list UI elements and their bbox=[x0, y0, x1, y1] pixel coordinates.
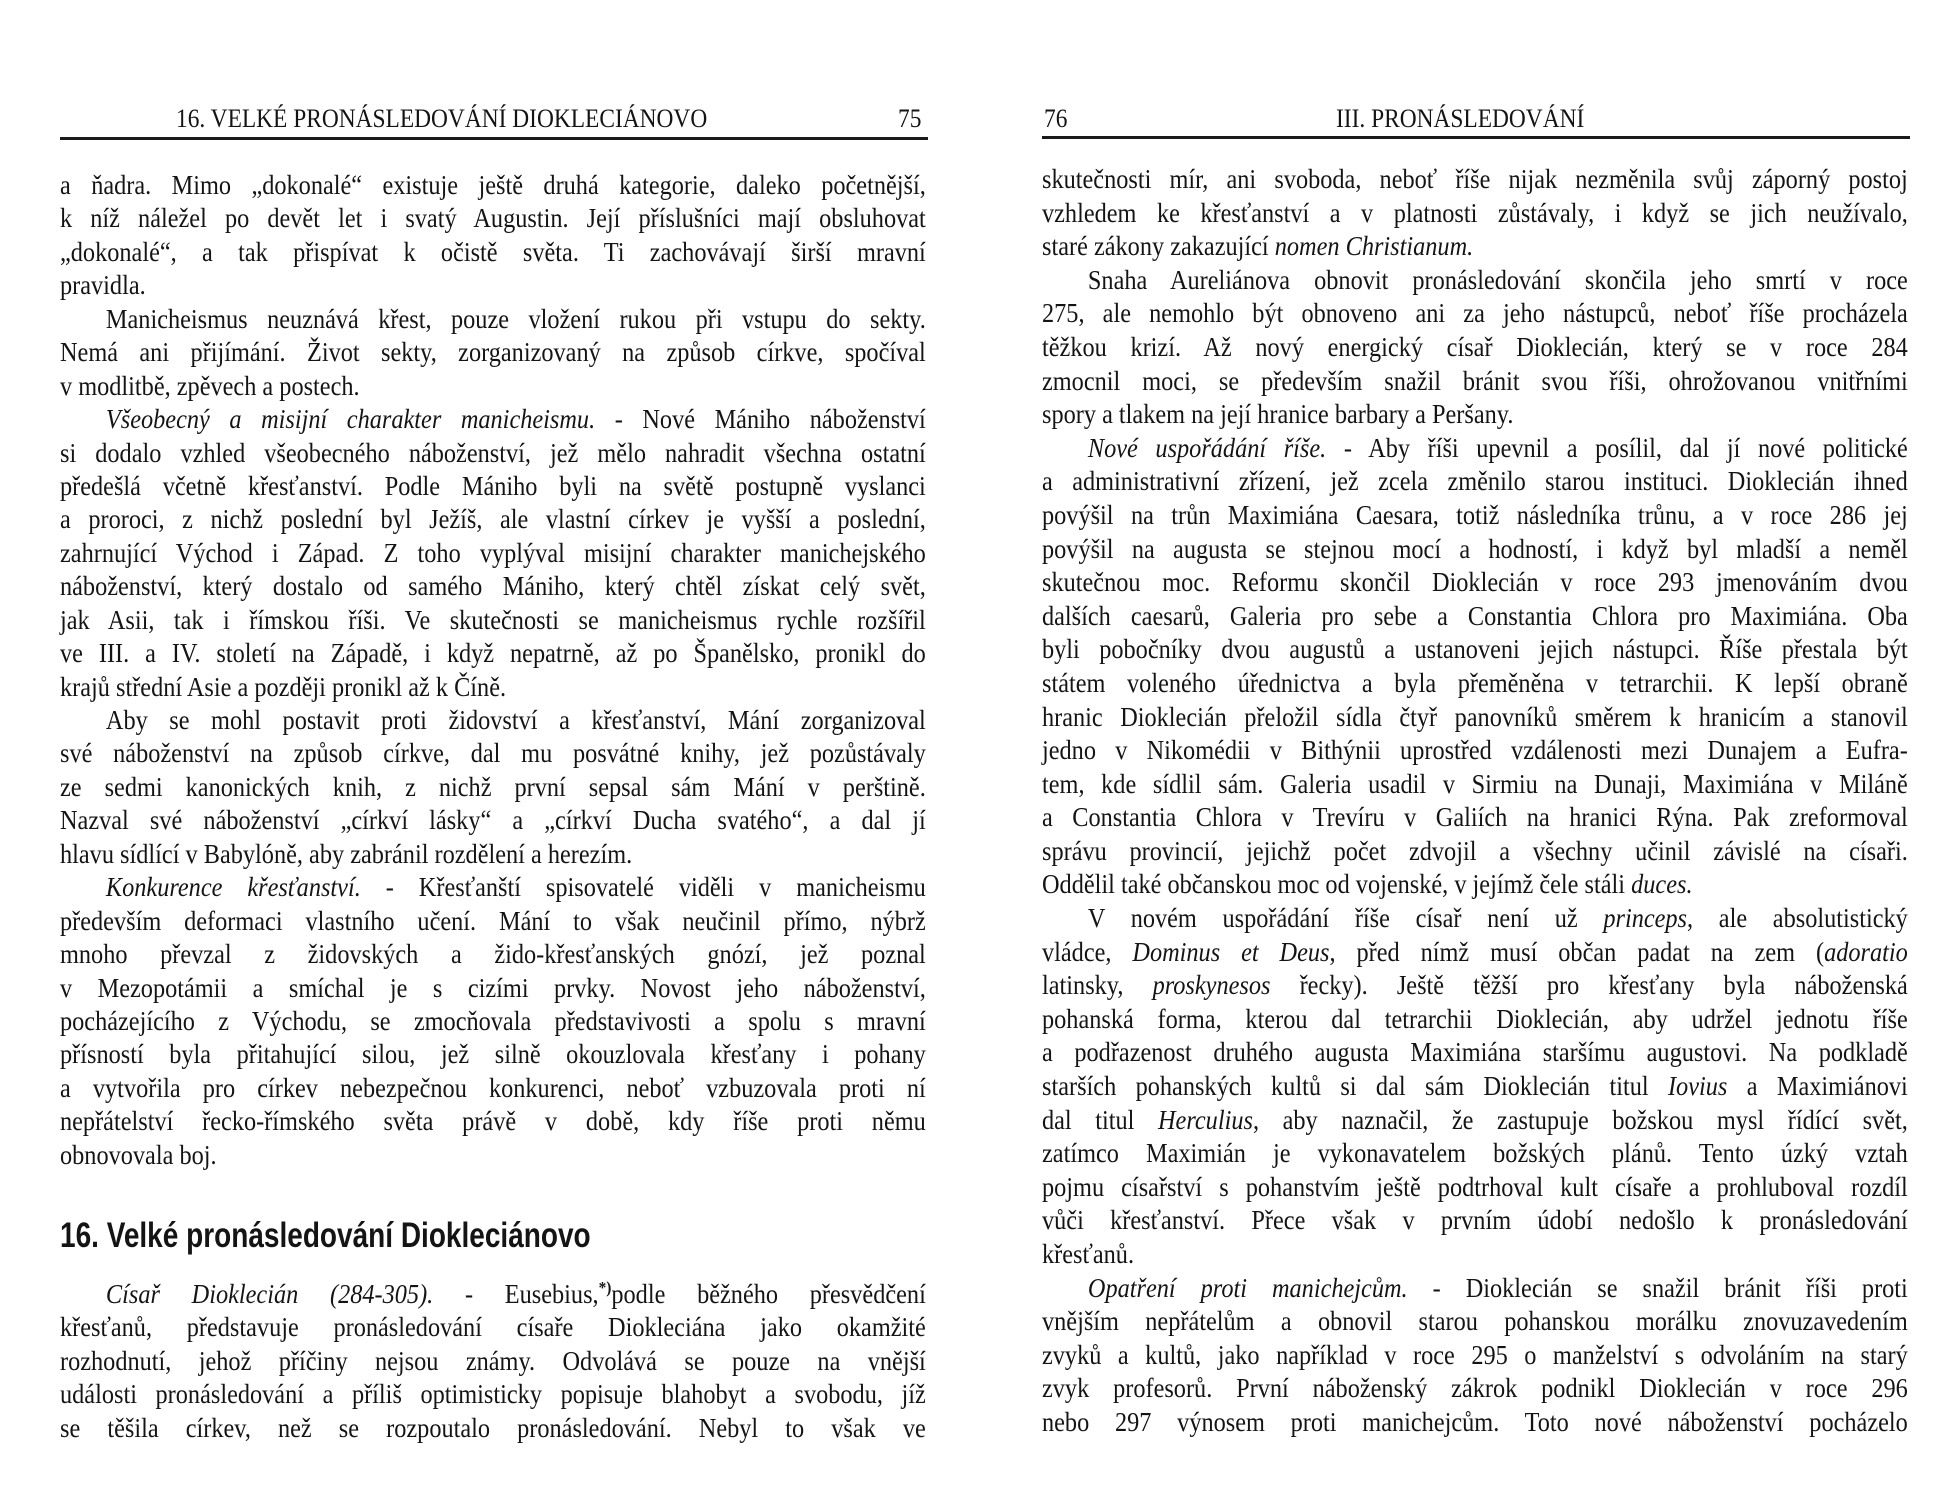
text-line bbox=[1042, 633, 1908, 667]
text-run: a Constantia Chlora v Trevíru v Galiích na hranici Rýna. Pak zreformoval bbox=[1042, 802, 1908, 833]
text-line bbox=[60, 804, 926, 837]
text-run: hranic Dioklecián přeložil sídla čtyř panovníků směrem k hranicím a stanovil bbox=[1042, 701, 1908, 732]
text-line bbox=[1042, 365, 1908, 399]
text-run: řecky). Ještě těžší pro křesťany byla náboženská bbox=[1270, 970, 1908, 1001]
text-run: „dokonalé“, a tak přispívat k očistě světa. Ti zachovávají širší mravní bbox=[60, 236, 926, 267]
text-run: vnějším nepřátelům a obnovil starou pohanskou morálku znovuzavedením bbox=[1042, 1306, 1908, 1337]
italic-run: Herculius bbox=[1158, 1104, 1253, 1135]
text-run: k níž náležel po devět let i svatý Augustin. Její příslušníci mají obsluhovat bbox=[60, 203, 926, 234]
text-line bbox=[60, 269, 926, 302]
text-line bbox=[1042, 835, 1908, 869]
text-run: v modlitbě, zpěvech a postech. bbox=[60, 370, 360, 401]
text-line bbox=[1042, 1104, 1908, 1138]
text-run: , ale absolutistický bbox=[1687, 903, 1908, 934]
text-line bbox=[1042, 969, 1908, 1003]
text-run: podle běžného přesvědčení bbox=[611, 1279, 926, 1309]
text-run: a Maximiánovi bbox=[1727, 1071, 1908, 1102]
text-line bbox=[1042, 1406, 1908, 1440]
running-head: 16. VELKÉ PRONÁSLEDOVÁNÍ DIOKLECIÁNOVO bbox=[176, 104, 708, 133]
text-line bbox=[60, 437, 926, 470]
text-line bbox=[1042, 533, 1908, 567]
text-line bbox=[1042, 465, 1908, 499]
text-line bbox=[60, 1278, 926, 1311]
text-line bbox=[60, 1005, 926, 1038]
text-run: těžkou krizí. Až nový energický císař Dioklecián, který se v roce 284 bbox=[1042, 331, 1908, 362]
text-run: povýšil na augusta se stejnou mocí a hodností, i když byl mladší a neměl bbox=[1042, 533, 1908, 564]
text-line bbox=[1042, 667, 1908, 701]
text-line bbox=[60, 1311, 926, 1344]
footnote-mark: *) bbox=[598, 1278, 612, 1297]
text-run: nebo 297 výnosem proti manichejcům. Toto nové náboženství pocházelo bbox=[1042, 1406, 1908, 1437]
text-line bbox=[60, 169, 926, 202]
italic-run: adoratio bbox=[1824, 936, 1908, 967]
header-rule bbox=[60, 137, 928, 140]
text-line bbox=[60, 303, 926, 336]
text-run: , před nímž musí občan padat na zem ( bbox=[1329, 936, 1825, 967]
text-run: zahrnující Východ i Západ. Z toho vyplýval misijní charakter manichejského bbox=[60, 537, 926, 568]
text-run: skutečnosti mír, ani svoboda, neboť říše nijak nezměnila svůj záporný postoj bbox=[1042, 164, 1908, 194]
text-run: krajů střední Asie a později pronikl až k Číně. bbox=[60, 671, 507, 702]
text-line bbox=[60, 470, 926, 503]
text-line bbox=[60, 838, 926, 871]
text-run: vládce, bbox=[1042, 936, 1133, 967]
text-run: vzhledem ke křesťanství a v platnosti zůstávaly, i když se jich neužívalo, bbox=[1042, 197, 1908, 228]
text-line bbox=[1042, 1238, 1908, 1272]
text-run: přísností byla přitahující silou, jež silně okouzlovala křesťany i pohany bbox=[60, 1039, 926, 1070]
text-run: Snaha Aureliánova obnovit pronásledování skončila jeho smrtí v roce bbox=[1087, 264, 1908, 295]
text-run: latinsky, bbox=[1042, 970, 1153, 1001]
text-line bbox=[1042, 432, 1908, 466]
text-run: V novém uspořádání říše císař není už bbox=[1087, 903, 1604, 934]
text-line bbox=[1042, 801, 1908, 835]
text-run: zmocnil moci, se především snažil bránit svou říši, ohrožovanou vnitřními bbox=[1042, 365, 1908, 396]
italic-run: Všeobecný a misijní charakter manicheismu. bbox=[105, 404, 596, 435]
text-run: byli pobočníky dvou augustů a ustanoveni jejich nástupci. Říše přestala být bbox=[1042, 634, 1908, 665]
text-line bbox=[60, 1345, 926, 1378]
text-line bbox=[60, 336, 926, 369]
text-run: se těšila církev, než se rozpoutalo pronásledování. Nebyl to však ve bbox=[60, 1412, 926, 1443]
text-run: Aby se mohl postavit proti židovství a křesťanství, Mání zorganizoval bbox=[105, 705, 926, 735]
text-line bbox=[60, 570, 926, 603]
text-run: a proroci, z nichž poslední byl Ježíš, ale vlastní církev je vyšší a poslední, bbox=[60, 504, 926, 535]
text-line bbox=[1042, 566, 1908, 600]
italic-run: duces. bbox=[1631, 869, 1693, 900]
text-run: Nemá ani přijímání. Život sekty, zorganizovaný na způsob církve, spočíval bbox=[60, 337, 926, 368]
text-run: skutečnou moc. Reformu skončil Dioklecián v roce 293 jmenováním dvou bbox=[1042, 567, 1908, 598]
text-line bbox=[1042, 768, 1908, 802]
text-run: své náboženství na způsob církve, dal mu posvátné knihy, jež pozůstávaly bbox=[60, 738, 926, 769]
text-line bbox=[60, 1412, 926, 1445]
text-run: předešlá včetně křesťanství. Podle Mániho byli na světě postupně vyslanci bbox=[60, 470, 926, 501]
text-line bbox=[1042, 701, 1908, 735]
text-run: hlavu sídlící v Babylóně, aby zabránil rozdělení a herezím. bbox=[60, 838, 633, 869]
text-line bbox=[1042, 868, 1908, 902]
text-run: Manicheismus neuznává křest, pouze vložení rukou při vstupu do sekty. bbox=[105, 303, 926, 334]
text-line bbox=[1042, 1272, 1908, 1306]
text-line bbox=[1042, 398, 1908, 432]
text-line bbox=[1042, 1070, 1908, 1104]
text-line bbox=[60, 704, 926, 737]
text-run: tem, kde sídlil sám. Galeria usadil v Sirmiu na Dunaji, Maximiána v Miláně bbox=[1042, 768, 1908, 799]
text-line bbox=[1042, 936, 1908, 970]
text-run: rozhodnutí, jehož příčiny nejsou známy. Odvolává se pouze na vnější bbox=[60, 1345, 926, 1376]
text-line bbox=[60, 370, 926, 403]
body-text bbox=[1042, 163, 1908, 1440]
text-run: dal titul bbox=[1042, 1104, 1159, 1135]
text-line bbox=[1042, 734, 1908, 768]
text-line bbox=[1042, 1171, 1908, 1205]
text-line bbox=[60, 671, 926, 704]
italic-run: Dominus et Deus bbox=[1132, 936, 1330, 967]
text-line bbox=[60, 503, 926, 536]
text-line bbox=[1042, 499, 1908, 533]
text-run: a podřazenost druhého augusta Maximiána staršímu augustovi. Na podkladě bbox=[1042, 1037, 1908, 1068]
header-rule bbox=[1042, 136, 1910, 139]
text-run: , aby naznačil, že zastupuje božskou mysl řídící svět, bbox=[1252, 1104, 1908, 1135]
text-run: Nazval své náboženství „církví lásky“ a „církví Ducha svatého“, a dal jí bbox=[60, 805, 926, 836]
text-run: zvyků a kultů, jako například v roce 295 o manželství s odvoláním na starý bbox=[1042, 1339, 1908, 1370]
italic-run: nomen Christianum. bbox=[1274, 231, 1474, 262]
text-run: - Aby říši upevnil a posílil, dal jí nové politické bbox=[1326, 432, 1908, 463]
text-line bbox=[1042, 1372, 1908, 1406]
text-run: Oddělil také občanskou moc od vojenské, v jejímž čele stáli bbox=[1042, 869, 1632, 900]
text-line bbox=[60, 202, 926, 235]
text-line bbox=[60, 905, 926, 938]
italic-run: Nové uspořádání říše. bbox=[1087, 432, 1327, 463]
text-line bbox=[1042, 331, 1908, 365]
text-run: - Eusebius, bbox=[433, 1279, 599, 1309]
text-line bbox=[1042, 1305, 1908, 1339]
text-line bbox=[1042, 1137, 1908, 1171]
page-number: 75 bbox=[898, 104, 922, 133]
section-heading: 16. Velké pronásledování Diokleciánovo bbox=[60, 1216, 591, 1255]
text-line bbox=[60, 604, 926, 637]
text-run: povýšil na trůn Maximiána Caesara, totiž následníka trůnu, a v roce 286 jej bbox=[1042, 499, 1908, 530]
text-line bbox=[1042, 1204, 1908, 1238]
italic-run: proskynesos bbox=[1152, 970, 1271, 1001]
text-line bbox=[60, 1072, 926, 1105]
page-number: 76 bbox=[1044, 104, 1068, 133]
text-run: především deformaci vlastního učení. Mání to však neučinil přímo, nýbrž bbox=[60, 905, 926, 936]
text-run: mnoho převzal z židovských a žido-křesťanských gnózí, jež poznal bbox=[60, 939, 926, 970]
text-line bbox=[1042, 230, 1908, 264]
text-run: zvyk profesorů. První náboženský zákrok podnikl Dioklecián v roce 296 bbox=[1042, 1373, 1908, 1404]
text-line bbox=[60, 771, 926, 804]
text-line bbox=[60, 938, 926, 971]
text-line bbox=[60, 537, 926, 570]
text-run: ve III. a IV. století na Západě, i když nepatrně, až po Španělsko, pronikl do bbox=[60, 638, 926, 669]
text-run: jedno v Nikomédii v Bithýnii uprostřed vzdálenosti mezi Dunajem a Eufra- bbox=[1042, 735, 1908, 766]
text-line bbox=[60, 236, 926, 269]
text-run: pojmu císařství s pohanstvím ještě podtrhoval kult císaře a prohluboval rozdíl bbox=[1042, 1171, 1908, 1202]
text-line bbox=[1042, 1339, 1908, 1373]
text-run: a ňadra. Mimo „dokonalé“ existuje ještě druhá kategorie, daleko početnější, bbox=[60, 170, 926, 200]
text-run: obnovovala boj. bbox=[60, 1139, 217, 1170]
text-run: nepřátelství řecko-římského světa právě v době, kdy říše proti němu bbox=[60, 1106, 926, 1137]
text-run: správu provincií, jejichž počet zdvojil a všechny učinil závislé na císaři. bbox=[1042, 835, 1908, 866]
text-line bbox=[1042, 902, 1908, 936]
text-run: spory a tlakem na její hranice barbary a Peršany. bbox=[1042, 399, 1514, 430]
text-line bbox=[60, 871, 926, 904]
text-line bbox=[1042, 264, 1908, 298]
text-line bbox=[60, 1105, 926, 1138]
text-run: pocházejícího z Východu, se zmocňovala představivosti a spolu s mravní bbox=[60, 1005, 926, 1036]
text-line bbox=[60, 1139, 926, 1172]
body-text-section bbox=[60, 1278, 926, 1445]
text-run: - Křesťanští spisovatelé viděli v manicheismu bbox=[360, 872, 926, 903]
text-run: - Dioklecián se snažil bránit říši proti bbox=[1407, 1272, 1908, 1303]
text-run: státem voleného úřednictva a byla přeměněna v tetrarchii. K lepší obraně bbox=[1042, 667, 1908, 698]
text-run: křesťanů, představuje pronásledování císaře Diokleciána jako okamžité bbox=[60, 1312, 926, 1343]
text-line bbox=[1042, 163, 1908, 197]
text-run: pravidla. bbox=[60, 270, 146, 301]
text-run: pohanská forma, kterou dal tetrarchii Dioklecián, aby udržel jednotu říše bbox=[1042, 1003, 1908, 1034]
text-run: a administrativní zřízení, jež zcela změnilo starou instituci. Dioklecián ihned bbox=[1042, 466, 1908, 497]
text-line bbox=[1042, 600, 1908, 634]
italic-run: Konkurence křesťanství. bbox=[105, 872, 361, 903]
text-run: si dodalo vzhled všeobecného náboženství, jež mělo nahradit všechna ostatní bbox=[60, 437, 926, 468]
text-line bbox=[1042, 297, 1908, 331]
text-run: křesťanů. bbox=[1042, 1239, 1135, 1269]
text-run: ze sedmi kanonických knih, z nichž první sepsal sám Mání v perštině. bbox=[60, 771, 926, 802]
italic-run: Císař Dioklecián (284-305). bbox=[105, 1279, 434, 1309]
text-run: staré zákony zakazující bbox=[1042, 231, 1275, 262]
text-run: - Nové Mániho náboženství bbox=[595, 404, 926, 435]
text-run: a vytvořila pro církev nebezpečnou konkurenci, neboť vzbuzovala proti ní bbox=[60, 1072, 926, 1103]
text-run: dalších caesarů, Galeria pro sebe a Constantia Chlora pro Maximiána. Oba bbox=[1042, 600, 1908, 631]
text-run: jak Asii, tak i římskou říši. Ve skutečnosti se manicheismus rychle rozšířil bbox=[60, 604, 926, 635]
body-text bbox=[60, 169, 926, 1172]
text-line bbox=[1042, 1003, 1908, 1037]
italic-run: Iovius bbox=[1667, 1071, 1728, 1102]
text-run: vůči křesťanství. Přece však v prvním údobí nedošlo k pronásledování bbox=[1042, 1205, 1908, 1236]
text-run: starších pohanských kultů si dal sám Dioklecián titul bbox=[1042, 1071, 1668, 1102]
text-line bbox=[60, 1038, 926, 1071]
text-run: náboženství, který dostalo od samého Mániho, který chtěl získat celý svět, bbox=[60, 571, 926, 602]
text-run: zatímco Maximián je vykonavatelem božských plánů. Tento úzký vztah bbox=[1042, 1138, 1908, 1169]
text-run: události pronásledování a příliš optimisticky popisuje blahobyt a svobodu, jíž bbox=[60, 1379, 926, 1410]
text-line bbox=[60, 972, 926, 1005]
text-run: 275, ale nemohlo být obnoveno ani za jeho nástupců, neboť říše procházela bbox=[1042, 298, 1908, 329]
text-line bbox=[1042, 197, 1908, 231]
text-line bbox=[60, 403, 926, 436]
text-line bbox=[60, 737, 926, 770]
italic-run: princeps bbox=[1603, 903, 1688, 934]
italic-run: Opatření proti manichejcům. bbox=[1087, 1272, 1408, 1303]
text-line bbox=[1042, 1036, 1908, 1070]
text-line bbox=[60, 1378, 926, 1411]
running-head: III. PRONÁSLEDOVÁNÍ bbox=[1336, 104, 1585, 133]
text-line bbox=[60, 637, 926, 670]
text-run: v Mezopotámii a smíchal je s cizími prvky. Novost jeho náboženství, bbox=[60, 972, 926, 1003]
